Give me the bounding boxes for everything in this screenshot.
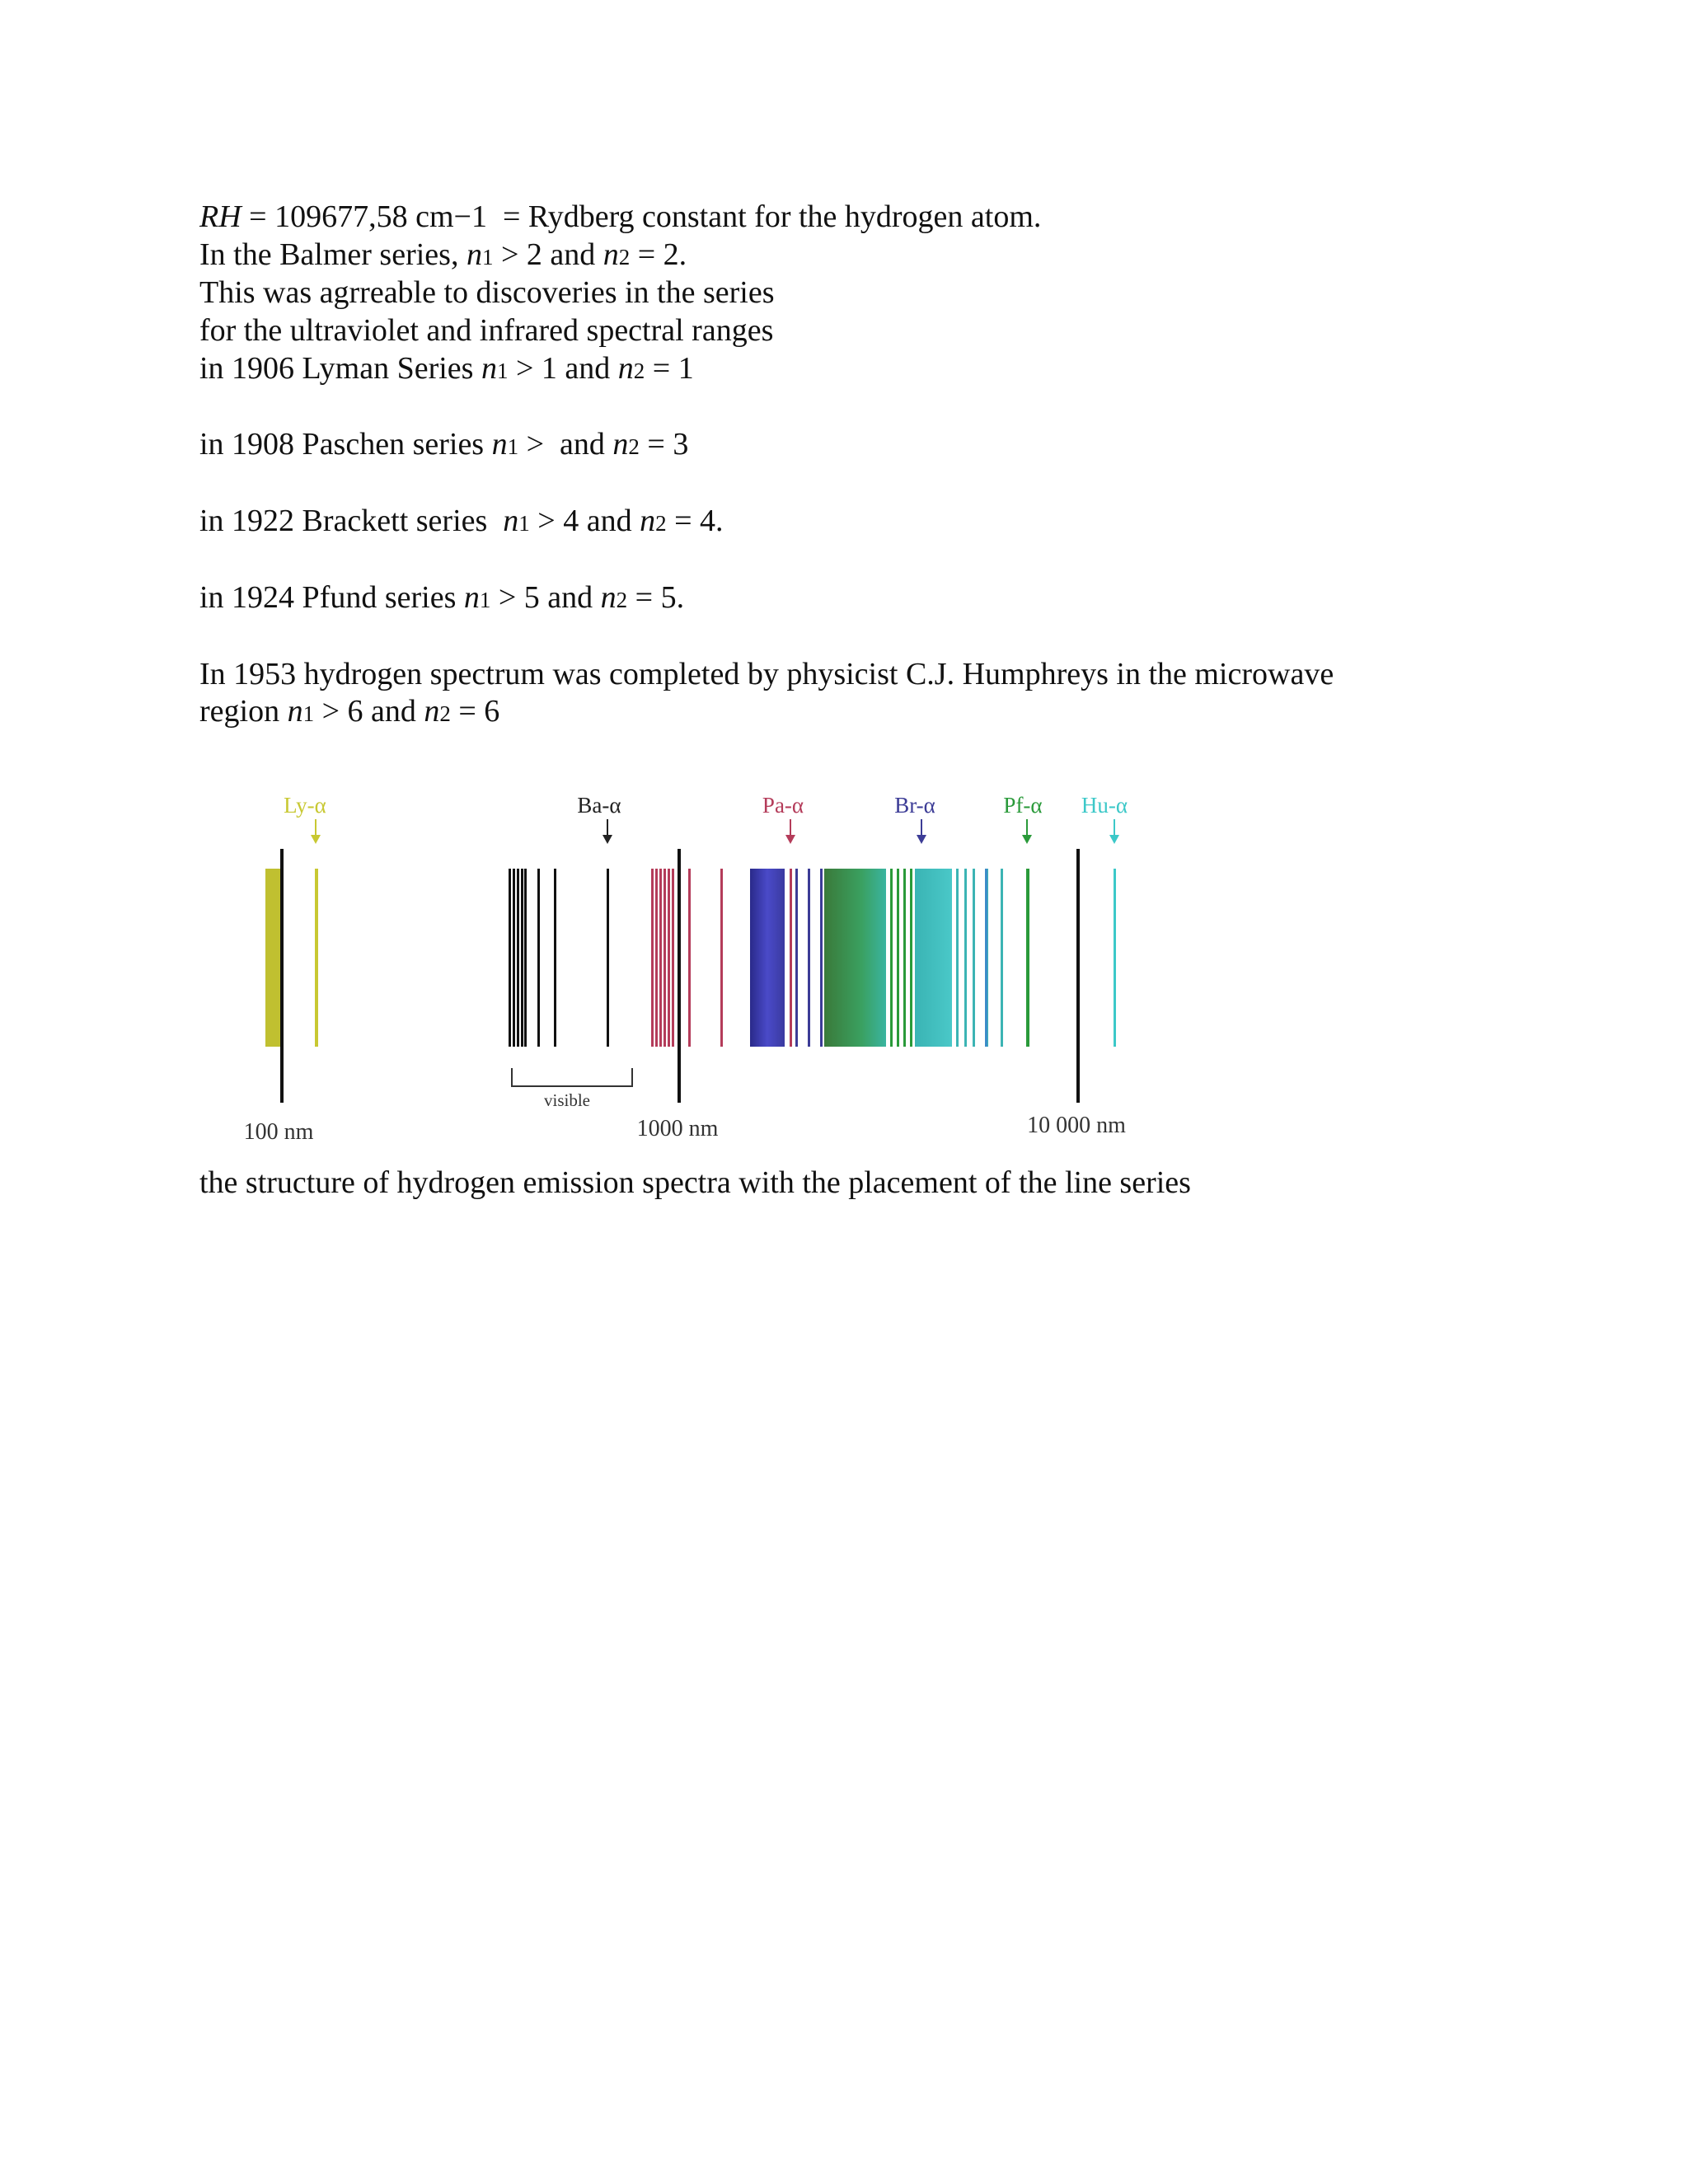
scale-tick-1000nm bbox=[678, 849, 681, 1103]
n1-subscript: 1 bbox=[481, 245, 494, 269]
lyman-band bbox=[265, 869, 282, 1047]
rydberg-text: = 109677,58 cm−1 = Rydberg constant for the hydrogen atom. bbox=[241, 199, 1042, 234]
brackett-suffix: = 4. bbox=[666, 504, 724, 538]
balmer-line bbox=[607, 869, 609, 1047]
brackett-alpha-label: Br-α bbox=[894, 793, 935, 818]
brackett-arrow bbox=[917, 819, 926, 844]
brackett-prefix: in 1922 Brackett series bbox=[199, 504, 504, 538]
lyman-alpha-label: Ly-α bbox=[284, 793, 326, 818]
humphreys-line bbox=[1114, 869, 1116, 1047]
pfund-line bbox=[910, 869, 912, 1047]
paschen-line bbox=[720, 869, 723, 1047]
balmer-line bbox=[521, 869, 523, 1047]
n1-symbol: n bbox=[466, 237, 482, 272]
paschen-line bbox=[672, 869, 674, 1047]
pfund-arrow bbox=[1022, 819, 1032, 844]
axis-label-100nm: 100 nm bbox=[243, 1119, 314, 1145]
rh-symbol: RH bbox=[199, 199, 241, 234]
paschen-line bbox=[655, 869, 658, 1047]
pfund-line bbox=[890, 869, 893, 1047]
humphreys-line bbox=[1001, 869, 1003, 1047]
humphreys-arrow bbox=[1109, 819, 1119, 844]
region-prefix: region bbox=[199, 694, 288, 729]
n1-symbol: n bbox=[503, 504, 519, 538]
balmer-arrow bbox=[603, 819, 612, 844]
agreeable-line: This was agrreable to discoveries in the series bbox=[199, 275, 775, 310]
series-arrows bbox=[311, 819, 1119, 844]
brackett-line bbox=[808, 869, 810, 1047]
paschen-line bbox=[668, 869, 670, 1047]
paschen-mid: > and bbox=[518, 427, 613, 462]
n1-symbol: n bbox=[463, 580, 480, 615]
lyman-line bbox=[315, 869, 318, 1047]
n2-symbol: n bbox=[612, 427, 629, 462]
n2-symbol: n bbox=[424, 694, 440, 729]
brackett-line bbox=[795, 869, 798, 1047]
paschen-prefix: in 1908 Paschen series bbox=[199, 427, 492, 462]
lyman-prefix: in 1906 Lyman Series bbox=[199, 351, 481, 386]
balmer-suffix: = 2. bbox=[630, 237, 687, 272]
n1-subscript: 1 bbox=[518, 511, 530, 536]
brackett-mid: > 4 and bbox=[529, 504, 640, 538]
n1-symbol: n bbox=[481, 351, 497, 386]
ranges-line: for the ultraviolet and infrared spectral ranges bbox=[199, 313, 774, 348]
n1-subscript: 1 bbox=[507, 434, 519, 459]
n2-symbol: n bbox=[617, 351, 634, 386]
figure-caption: the structure of hydrogen emission spectra with the placement of the line series bbox=[199, 1165, 1191, 1200]
brackett-line bbox=[820, 869, 823, 1047]
n2-subscript: 2 bbox=[618, 245, 631, 269]
visible-label: visible bbox=[544, 1090, 590, 1110]
humphreys-line: In 1953 hydrogen spectrum was completed by physicist C.J. Humphreys in the microwave bbox=[199, 657, 1334, 691]
spectral-lines bbox=[265, 849, 1116, 1103]
pfund-band bbox=[824, 869, 886, 1047]
balmer-line bbox=[513, 869, 515, 1047]
humphreys-band bbox=[915, 869, 952, 1047]
n2-symbol: n bbox=[603, 237, 619, 272]
paschen-line bbox=[651, 869, 654, 1047]
n1-subscript: 1 bbox=[479, 588, 491, 612]
paschen-line bbox=[790, 869, 792, 1047]
n2-subscript: 2 bbox=[628, 434, 640, 459]
n2-symbol: n bbox=[600, 580, 617, 615]
n1-subscript: 1 bbox=[496, 359, 509, 383]
pfund-suffix: = 5. bbox=[627, 580, 685, 615]
humphreys-alpha-label: Hu-α bbox=[1081, 793, 1128, 818]
pfund-prefix: in 1924 Pfund series bbox=[199, 580, 464, 615]
humphreys-line bbox=[956, 869, 959, 1047]
n1-symbol: n bbox=[287, 694, 303, 729]
lyman-suffix: = 1 bbox=[645, 351, 694, 386]
n1-symbol: n bbox=[491, 427, 508, 462]
lyman-arrow bbox=[311, 819, 321, 844]
region-mid: > 6 and bbox=[314, 694, 424, 729]
visible-bracket bbox=[512, 1068, 632, 1086]
paschen-line bbox=[659, 869, 662, 1047]
balmer-alpha-label: Ba-α bbox=[577, 793, 621, 818]
pfund-mid: > 5 and bbox=[490, 580, 601, 615]
n2-subscript: 2 bbox=[439, 701, 451, 726]
paschen-line bbox=[688, 869, 691, 1047]
scale-tick-100nm bbox=[280, 849, 284, 1103]
pfund-alpha-label: Pf-α bbox=[1003, 793, 1043, 818]
pfund-line bbox=[897, 869, 899, 1047]
n2-subscript: 2 bbox=[655, 511, 667, 536]
axis-label-10000nm: 10 000 nm bbox=[1027, 1113, 1126, 1138]
series-labels bbox=[284, 793, 1128, 818]
scale-tick-10000nm bbox=[1076, 849, 1080, 1103]
humphreys-line bbox=[985, 869, 987, 1047]
balmer-line bbox=[517, 869, 519, 1047]
paschen-arrow bbox=[785, 819, 795, 844]
paschen-suffix: = 3 bbox=[639, 427, 689, 462]
n2-subscript: 2 bbox=[616, 588, 628, 612]
balmer-line bbox=[537, 869, 540, 1047]
balmer-line bbox=[509, 869, 511, 1047]
balmer-prefix: In the Balmer series, bbox=[199, 237, 467, 272]
pfund-line bbox=[1026, 869, 1029, 1047]
axis-label-1000nm: 1000 nm bbox=[636, 1116, 719, 1141]
pfund-line bbox=[903, 869, 906, 1047]
paschen-alpha-label: Pa-α bbox=[762, 793, 804, 818]
balmer-line bbox=[554, 869, 556, 1047]
n2-symbol: n bbox=[640, 504, 656, 538]
humphreys-line bbox=[964, 869, 967, 1047]
paschen-line bbox=[663, 869, 666, 1047]
region-suffix: = 6 bbox=[450, 694, 500, 729]
balmer-line bbox=[524, 869, 527, 1047]
n1-subscript: 1 bbox=[302, 701, 315, 726]
balmer-mid: > 2 and bbox=[493, 237, 603, 272]
n2-subscript: 2 bbox=[633, 359, 645, 383]
humphreys-line bbox=[973, 869, 975, 1047]
lyman-mid: > 1 and bbox=[508, 351, 618, 386]
brackett-band bbox=[750, 869, 785, 1047]
